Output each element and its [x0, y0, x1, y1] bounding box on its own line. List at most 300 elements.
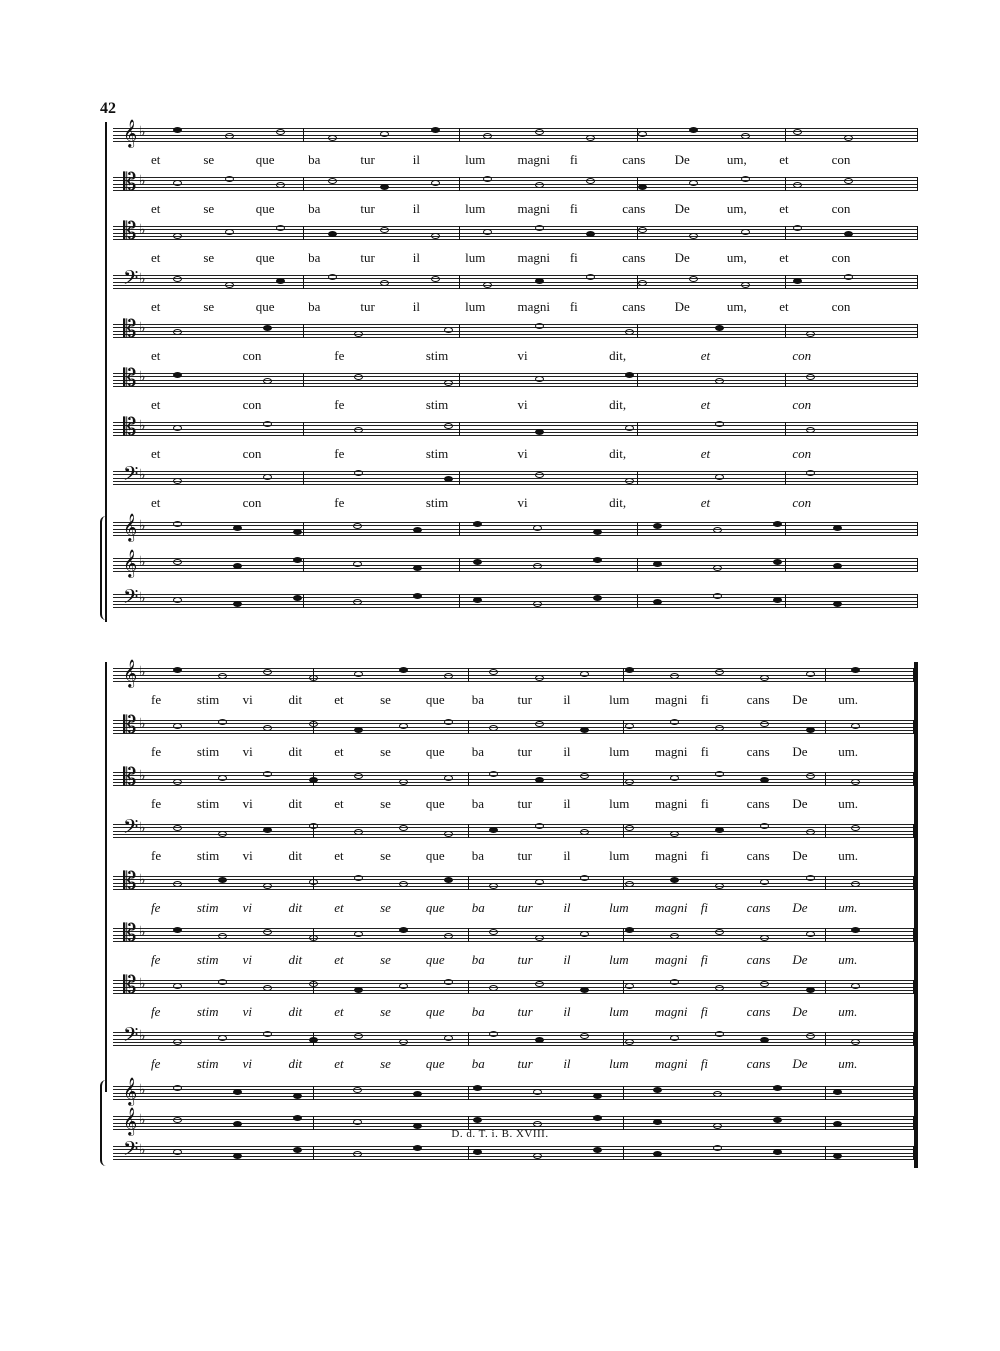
note-head [263, 325, 272, 331]
note-head [444, 423, 453, 429]
note-head [354, 829, 363, 835]
note-head [715, 325, 724, 331]
barline [785, 522, 786, 536]
lyric-syllable: lum [465, 299, 486, 314]
note-head [489, 827, 498, 833]
note-head [399, 825, 408, 831]
note-head [773, 559, 782, 565]
barline [917, 226, 918, 240]
note-head [760, 981, 769, 987]
note-head [444, 719, 453, 725]
continuo-staff [105, 1138, 918, 1168]
clef-icon: 𝄡 [123, 919, 137, 947]
lyric-syllable: que [425, 848, 445, 863]
note-head [760, 675, 769, 681]
note-head [713, 565, 722, 571]
lyric-syllable: lum [609, 1004, 629, 1019]
note-head [625, 927, 634, 933]
note-head [293, 1115, 302, 1121]
note-head [444, 877, 453, 883]
note-head [173, 233, 182, 239]
lyric-syllable: cans [622, 299, 646, 314]
barline [785, 422, 786, 436]
note-head [399, 779, 408, 785]
lyric-syllable: et [334, 848, 344, 863]
staff-lines [113, 266, 918, 294]
staff-lines [113, 413, 918, 441]
lyric-syllable: vi [242, 1004, 253, 1019]
barline [468, 876, 469, 890]
lyrics-line [151, 900, 918, 916]
note-head [670, 877, 679, 883]
note-head [309, 777, 318, 783]
lyric-syllable: et [151, 250, 161, 265]
note-head [715, 771, 724, 777]
note-head [354, 374, 363, 380]
note-head [483, 133, 492, 139]
note-head [233, 1089, 242, 1095]
key-signature-flat-icon: ♭ [139, 873, 146, 888]
lyric-syllable: dit, [609, 397, 627, 412]
lyric-syllable: et [779, 152, 789, 167]
key-signature-flat-icon: ♭ [139, 419, 146, 434]
note-head [535, 225, 544, 231]
note-head [225, 282, 234, 288]
lyric-syllable: fe [334, 446, 345, 461]
note-head [806, 875, 815, 881]
key-signature-flat-icon: ♭ [139, 977, 146, 992]
barline [468, 720, 469, 734]
lyric-syllable: et [700, 348, 711, 363]
note-head [625, 825, 634, 831]
lyric-syllable: fe [334, 397, 345, 412]
note-head [489, 725, 498, 731]
note-head [533, 563, 542, 569]
note-head [173, 881, 182, 887]
note-head [218, 933, 227, 939]
lyric-syllable: magni [654, 796, 688, 811]
note-head [851, 983, 860, 989]
lyric-syllable: tur [517, 1004, 533, 1019]
note-head [638, 184, 647, 190]
lyric-syllable: vi [242, 952, 253, 967]
note-head [353, 561, 362, 567]
note-head [793, 278, 802, 284]
lyric-syllable: se [203, 201, 215, 216]
note-head [670, 979, 679, 985]
lyric-syllable: et [700, 446, 711, 461]
key-signature-flat-icon: ♭ [139, 272, 146, 287]
lyric-syllable: tur [517, 952, 533, 967]
note-head [489, 929, 498, 935]
staff-lines [113, 549, 918, 577]
note-head [263, 474, 272, 480]
note-head [806, 427, 815, 433]
clef-icon: 𝄡 [123, 867, 137, 895]
lyric-syllable: ba [471, 1004, 485, 1019]
note-head [586, 135, 595, 141]
lyric-syllable: vi [517, 446, 528, 461]
clef-icon: 𝄢 [123, 1023, 139, 1051]
lyric-syllable: il [563, 744, 571, 759]
note-head [806, 470, 815, 476]
lyric-syllable: um. [838, 848, 859, 863]
lyric-syllable: que [425, 1004, 445, 1019]
barline [303, 373, 304, 387]
lyric-syllable: se [203, 250, 215, 265]
note-head [309, 935, 318, 941]
continuo-staff [105, 586, 918, 622]
lyric-syllable: vi [517, 348, 528, 363]
lyric-syllable: ba [308, 250, 321, 265]
lyric-syllable: et [779, 250, 789, 265]
note-head [580, 875, 589, 881]
lyric-syllable: um. [838, 1004, 858, 1019]
barline [459, 594, 460, 608]
lyric-syllable: um. [838, 1056, 858, 1071]
note-head [483, 176, 492, 182]
clef-icon: 𝄞 [123, 513, 138, 541]
lyric-syllable: fi [700, 952, 708, 967]
note-head [276, 182, 285, 188]
note-head [233, 601, 242, 607]
lyric-syllable: lum [465, 250, 486, 265]
lyric-syllable: tur [517, 796, 532, 811]
note-head [653, 561, 662, 567]
note-head [173, 927, 182, 933]
note-head [638, 227, 647, 233]
note-head [638, 280, 647, 286]
lyric-syllable: tur [517, 848, 532, 863]
note-head [833, 1121, 842, 1127]
note-head [580, 1033, 589, 1039]
lyric-syllable: um, [726, 152, 747, 167]
lyric-syllable: cans [622, 201, 646, 216]
lyric-syllable: dit, [609, 446, 627, 461]
note-head [399, 881, 408, 887]
note-head [670, 831, 679, 837]
barline [623, 720, 624, 734]
barline [825, 772, 826, 786]
voice-staff [105, 711, 918, 766]
lyric-syllable: se [380, 1004, 391, 1019]
barline [917, 177, 918, 191]
lyrics-line [151, 692, 918, 708]
note-head [173, 983, 182, 989]
key-signature-flat-icon: ♭ [139, 519, 146, 534]
lyric-syllable: um. [838, 744, 859, 759]
lyric-syllable: il [563, 1004, 571, 1019]
note-head [263, 725, 272, 731]
lyric-syllable: tur [517, 1056, 533, 1071]
note-head [218, 673, 227, 679]
lyric-syllable: que [425, 952, 445, 967]
note-head [413, 593, 422, 599]
note-head [760, 1037, 769, 1043]
note-head [473, 559, 482, 565]
lyric-syllable: dit [288, 1056, 303, 1071]
barline [785, 324, 786, 338]
note-head [413, 527, 422, 533]
barline [303, 422, 304, 436]
lyric-syllable: vi [242, 796, 253, 811]
lyric-syllable: ba [471, 848, 484, 863]
barline [917, 422, 918, 436]
barline [785, 128, 786, 142]
clef-icon: 𝄡 [123, 315, 137, 343]
barline [459, 422, 460, 436]
note-head [741, 133, 750, 139]
note-head [293, 557, 302, 563]
voice-staff [105, 971, 918, 1026]
lyric-syllable: magni [654, 900, 688, 915]
note-head [489, 771, 498, 777]
clef-icon: 𝄢 [123, 462, 139, 490]
lyric-syllable: et [334, 744, 344, 759]
voice-staff [105, 266, 918, 318]
lyric-syllable: stim [425, 348, 449, 363]
clef-icon: 𝄡 [123, 217, 137, 245]
lyric-syllable: De [674, 152, 690, 167]
lyric-syllable: fe [151, 1056, 161, 1071]
barline [785, 177, 786, 191]
barline [468, 824, 469, 838]
note-head [773, 521, 782, 527]
note-head [225, 229, 234, 235]
staff-lines [113, 919, 918, 947]
note-head [380, 184, 389, 190]
note-head [773, 1117, 782, 1123]
lyrics-line [151, 796, 918, 812]
lyric-syllable: con [242, 348, 262, 363]
lyric-syllable: stim [196, 1004, 219, 1019]
barline [459, 522, 460, 536]
note-head [715, 929, 724, 935]
note-head [625, 779, 634, 785]
lyric-syllable: fe [151, 796, 162, 811]
note-head [293, 1147, 302, 1153]
barline [785, 373, 786, 387]
note-head [535, 472, 544, 478]
lyric-syllable: se [380, 1056, 391, 1071]
key-signature-flat-icon: ♭ [139, 223, 146, 238]
lyric-syllable: et [334, 952, 344, 967]
note-head [173, 180, 182, 186]
lyric-syllable: et [151, 348, 161, 363]
lyric-syllable: stim [425, 495, 449, 510]
note-head [844, 135, 853, 141]
lyric-syllable: um. [838, 900, 858, 915]
lyric-syllable: tur [517, 692, 532, 707]
note-head [293, 595, 302, 601]
note-head [760, 721, 769, 727]
barline [785, 594, 786, 608]
note-head [625, 372, 634, 378]
lyric-syllable: magni [654, 744, 688, 759]
staff-lines [113, 217, 918, 245]
lyric-syllable: lum [609, 796, 630, 811]
note-head [760, 879, 769, 885]
note-head [309, 879, 318, 885]
note-head [760, 935, 769, 941]
note-head [233, 1153, 242, 1159]
continuo-staff [105, 1078, 918, 1108]
note-head [580, 987, 589, 993]
lyric-syllable: magni [654, 848, 688, 863]
lyric-syllable: et [334, 692, 344, 707]
barline [637, 177, 638, 191]
lyric-syllable: vi [242, 1056, 253, 1071]
barline [468, 668, 469, 682]
lyric-syllable: et [779, 201, 789, 216]
key-signature-flat-icon: ♭ [139, 665, 146, 680]
note-head [741, 176, 750, 182]
clef-icon: 𝄞 [123, 549, 138, 577]
note-head [473, 1085, 482, 1091]
note-head [833, 525, 842, 531]
note-head [670, 933, 679, 939]
note-head [833, 601, 842, 607]
note-head [399, 723, 408, 729]
note-head [533, 525, 542, 531]
barline [623, 1086, 624, 1100]
lyric-syllable: magni [517, 152, 550, 167]
note-head [263, 883, 272, 889]
staff-lines [113, 763, 918, 791]
clef-icon: 𝄡 [123, 168, 137, 196]
staff-lines [113, 1023, 918, 1051]
lyric-syllable: De [792, 692, 808, 707]
barline [313, 1086, 314, 1100]
lyric-syllable: tur [360, 250, 375, 265]
note-head [713, 1145, 722, 1151]
note-head [444, 327, 453, 333]
barline [459, 275, 460, 289]
note-head [535, 721, 544, 727]
note-head [309, 823, 318, 829]
barline [917, 324, 918, 338]
note-head [309, 981, 318, 987]
note-head [263, 827, 272, 833]
staff-lines [113, 1137, 918, 1165]
lyric-syllable: dit [288, 796, 303, 811]
lyric-syllable: lum [465, 201, 486, 216]
key-signature-flat-icon: ♭ [139, 370, 146, 385]
note-head [653, 1087, 662, 1093]
lyric-syllable: cans [746, 1056, 771, 1071]
lyric-syllable: fe [151, 952, 161, 967]
note-head [173, 779, 182, 785]
note-head [293, 529, 302, 535]
note-head [806, 987, 815, 993]
voice-staff [105, 763, 918, 818]
continuo-staff [105, 514, 918, 550]
lyric-syllable: um, [726, 299, 747, 314]
lyric-syllable: fe [151, 900, 161, 915]
lyric-syllable: con [831, 152, 851, 167]
note-head [833, 1153, 842, 1159]
lyric-syllable: De [792, 796, 808, 811]
barline [303, 226, 304, 240]
lyrics-line [151, 201, 918, 217]
note-head [773, 597, 782, 603]
barline [637, 522, 638, 536]
note-head [233, 525, 242, 531]
note-head [533, 1121, 542, 1127]
note-head [173, 127, 182, 133]
staff-lines [113, 711, 918, 739]
barline [623, 1032, 624, 1046]
note-head [233, 1121, 242, 1127]
note-head [535, 981, 544, 987]
note-head [533, 1153, 542, 1159]
staff-lines [113, 867, 918, 895]
note-head [431, 233, 440, 239]
lyric-syllable: dit [288, 848, 303, 863]
lyric-syllable: dit [288, 744, 303, 759]
note-head [653, 599, 662, 605]
lyric-syllable: stim [196, 1056, 219, 1071]
lyric-syllable: cans [746, 848, 770, 863]
note-head [263, 1031, 272, 1037]
lyric-syllable: vi [242, 692, 253, 707]
note-head [653, 1151, 662, 1157]
lyric-syllable: um. [838, 796, 859, 811]
lyrics-line [151, 250, 918, 266]
staff-lines [113, 462, 918, 490]
lyric-syllable: stim [425, 446, 449, 461]
lyric-syllable: fi [569, 299, 578, 314]
note-head [670, 719, 679, 725]
lyric-syllable: fi [700, 900, 708, 915]
barline [468, 928, 469, 942]
note-head [625, 478, 634, 484]
note-head [353, 1151, 362, 1157]
note-head [309, 721, 318, 727]
note-head [309, 1037, 318, 1043]
note-head [535, 129, 544, 135]
lyric-syllable: il [563, 900, 571, 915]
barline [637, 471, 638, 485]
lyric-syllable: stim [196, 848, 220, 863]
note-head [489, 883, 498, 889]
lyric-syllable: cans [746, 1004, 771, 1019]
lyric-syllable: vi [242, 848, 253, 863]
lyric-syllable: fe [334, 495, 345, 510]
lyric-syllable: De [792, 900, 808, 915]
lyric-syllable: um. [838, 952, 858, 967]
lyric-syllable: que [425, 796, 445, 811]
lyric-syllable: ba [471, 744, 484, 759]
key-signature-flat-icon: ♭ [139, 1029, 146, 1044]
note-head [489, 1031, 498, 1037]
note-head [580, 727, 589, 733]
barline [623, 876, 624, 890]
note-head [535, 935, 544, 941]
barline [637, 422, 638, 436]
barline [623, 772, 624, 786]
note-head [173, 825, 182, 831]
note-head [353, 523, 362, 529]
voice-staff [105, 659, 918, 714]
staff-lines [113, 119, 918, 147]
note-head [593, 1093, 602, 1099]
lyric-syllable: fe [151, 1004, 161, 1019]
key-signature-flat-icon: ♭ [139, 125, 146, 140]
lyric-syllable: stim [196, 692, 220, 707]
lyric-syllable: De [792, 1004, 808, 1019]
lyric-syllable: ba [471, 900, 485, 915]
